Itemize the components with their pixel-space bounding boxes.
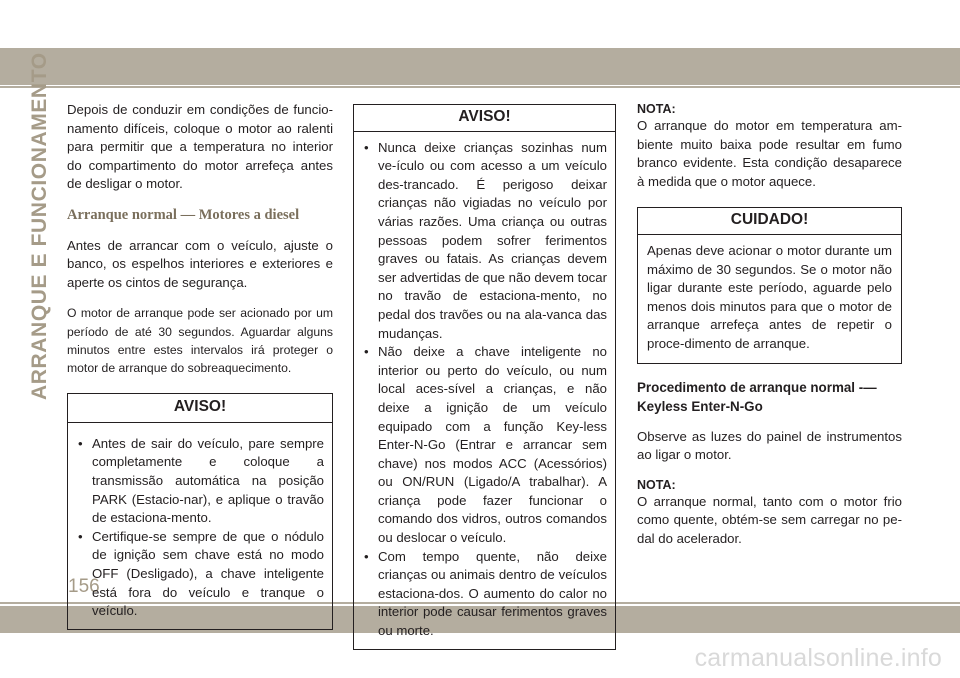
warning-item: • Com tempo quente, não deixe crianças ou animais dentro de veículos estaciona-dos. O aumento do calor no interior pode causar ferimentos graves ou morte. <box>362 548 607 641</box>
watermark: carmanualsonline.info <box>694 644 942 672</box>
caution-title: CUIDADO! <box>638 208 901 235</box>
header-band <box>0 48 960 85</box>
heading-keyless-start: Procedimento de arranque normal -— Keyless Enter-N-Go <box>637 379 877 414</box>
column-right <box>637 101 902 561</box>
warning-list <box>354 132 615 649</box>
header-rule <box>0 86 960 88</box>
warning-item: • Antes de sair do veículo, pare sempre completamente e coloque a transmissão automática na posição PARK (Estacio-nar), e aplique o travão de estaciona-mento. <box>76 435 324 528</box>
paragraph-starter: O motor de arranque pode ser acionado por um período de até 30 segundos. Aguardar alguns minutos entre estes intervalos irá proteger o motor de arranque do sobreaquecimento. <box>67 306 333 375</box>
caution-box <box>637 207 902 363</box>
heading-diesel-start: Arranque normal — Motores a diesel <box>67 206 300 223</box>
warning-item: • Não deixe a chave inteligente no interior ou perto do veículo, ou num local aces-sível a crianças, e não deixe a ignição de um veículo equipado com a função Key-less Enter-N-Go (Entrar e arrancar sem chave) nos modos ACC (Acessórios) ou ON/RUN (Ligado/A trabalhar). A criança pode fazer funcionar o comando dos vidros, outros comandos ou deslocar o veículo. <box>362 343 607 548</box>
note-label: NOTA: <box>637 102 676 116</box>
section-title: ARRANQUE E FUNCIONAMENTO <box>28 52 51 400</box>
column-left <box>67 101 333 630</box>
caution-text: Apenas deve acionar o motor durante um máximo de 30 segundos. Se o motor não ligar durante este período, aguarde pelo menos dois minutos para que o motor de arranque arrefeça antes de repetir o proce-dimento de arranque. <box>647 242 892 351</box>
warning-item: • Certifique-se sempre de que o nódulo de ignição sem chave está no modo OFF (Desligado), a chave inteligente está fora do veículo e tranque o veículo. <box>76 528 324 621</box>
note-text: O arranque do motor em temperatura am-biente muito baixa pode resultar em fumo branco evidente. Esta condição desaparece à medida que o motor aquece. <box>637 118 902 189</box>
page-number: 156 <box>68 576 100 597</box>
warning-box-1 <box>67 393 333 630</box>
warning-list <box>68 423 332 629</box>
warning-title: AVISO! <box>354 105 615 132</box>
warning-title: AVISO! <box>68 394 332 423</box>
paragraph-adjust: Antes de arrancar com o veículo, ajuste o banco, os espelhos interiores e exteriores e aperte os cintos de segurança. <box>67 237 333 290</box>
warning-box-2 <box>353 104 616 650</box>
paragraph-instrument-lights: Observe as luzes do painel de instrumentos ao ligar o motor. <box>637 428 902 463</box>
note-label: NOTA: <box>637 477 676 492</box>
column-middle <box>353 101 616 650</box>
note-text: O arranque normal, tanto com o motor frio como quente, obtém-se sem carregar no pe-dal do acelerador. <box>637 493 902 546</box>
warning-item: • Nunca deixe crianças sozinhas num ve-ículo ou com acesso a um veículo des-trancado. É perigoso deixar crianças não vigiadas no veículo por várias razões. Uma criança ou outras pessoas podem sofrer ferimentos graves ou fatais. As crianças devem ser advertidas de que não devem tocar no travão de estaciona-mento, no pedal dos travões ou na ala-vanca das mudanças. <box>362 139 607 344</box>
intro-paragraph: Depois de conduzir em condições de funcio-namento difíceis, coloque o motor ao ralenti para permitir que a temperatura no interior do compartimento do motor arrefeça antes de desligar o motor. <box>67 102 333 192</box>
